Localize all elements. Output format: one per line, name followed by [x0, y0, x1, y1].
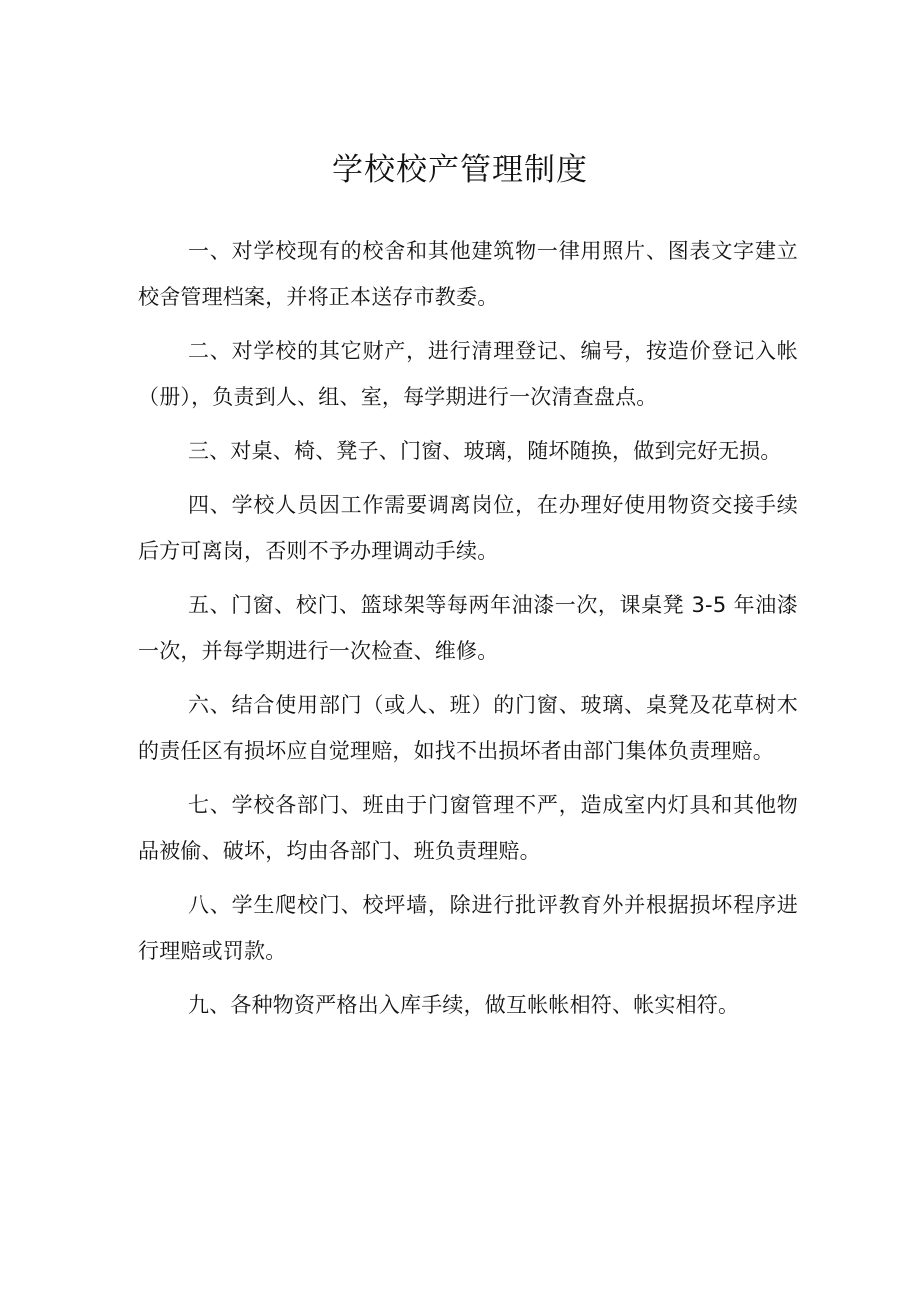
document-title: 学校校产管理制度	[332, 152, 588, 188]
rule-paragraph-4: 四、学校人员因工作需要调离岗位，在办理好使用物资交接手续后方可离岗，否则不予办理调动手续。	[138, 493, 798, 563]
rule-paragraph-2: 二、对学校的其它财产，进行清理登记、编号，按造价登记入帐（册），负责到人、组、室，每学期进行一次清查盘点。	[138, 339, 798, 409]
rule-paragraph-1: 一、对学校现有的校舍和其他建筑物一律用照片、图表文字建立校舍管理档案，并将正本送存市教委。	[138, 239, 798, 309]
rule-paragraph-5: 五、门窗、校门、篮球架等每两年油漆一次，课桌凳 3-5 年油漆一次，并每学期进行一次检查、维修。	[138, 593, 798, 663]
document-body	[138, 228, 798, 1036]
rule-paragraph-8: 八、学生爬校门、校坪墙，除进行批评教育外并根据损坏程序进行理赔或罚款。	[138, 893, 798, 963]
rule-paragraph-3: 三、对桌、椅、凳子、门窗、玻璃，随坏随换，做到完好无损。	[188, 439, 782, 463]
rule-paragraph-7: 七、学校各部门、班由于门窗管理不严，造成室内灯具和其他物品被偷、破坏，均由各部门、班负责理赔。	[138, 793, 798, 863]
rule-paragraph-6: 六、结合使用部门（或人、班）的门窗、玻璃、桌凳及花草树木的责任区有损坏应自觉理赔，如找不出损坏者由部门集体负责理赔。	[138, 693, 798, 763]
rule-paragraph-9: 九、各种物资严格出入库手续，做互帐帐相符、帐实相符。	[188, 993, 740, 1017]
